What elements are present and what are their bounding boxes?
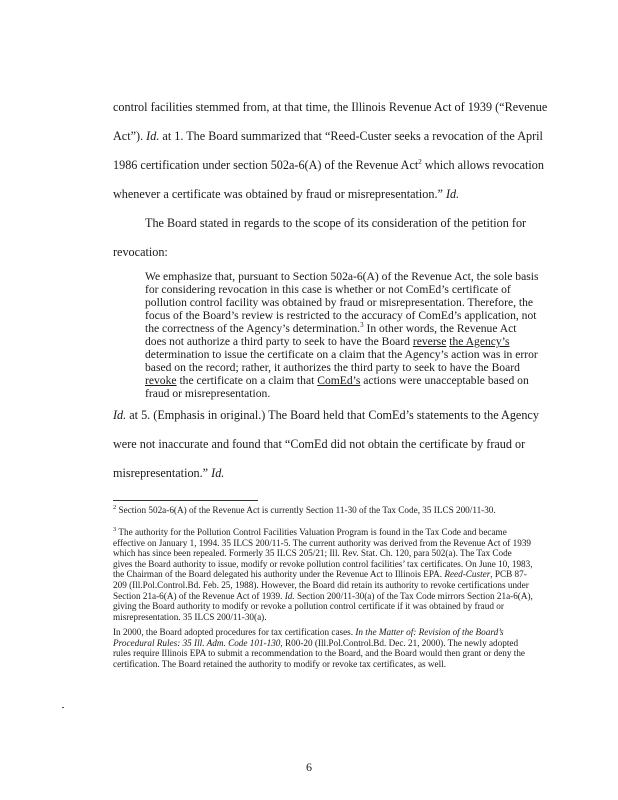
citation-id: Id. — [211, 466, 225, 480]
after-line-3 — [113, 466, 224, 480]
case-name: Reed-Custer — [444, 569, 491, 580]
text: The Board stated in regards to the scope of its consideration of the petition for — [145, 216, 527, 230]
footnote-2 — [113, 505, 533, 516]
citation-id: Id. — [284, 590, 295, 601]
text: revocation: — [113, 245, 168, 259]
case-name: In the Matter of: Revision of the Board’s Procedural Rules: 35 Ill. Adm. Code 101-130 — [113, 627, 504, 648]
footnote-number: 3 — [113, 525, 117, 533]
body-line-4 — [113, 187, 459, 201]
body-line-5 — [145, 216, 526, 230]
after-line-2 — [113, 437, 525, 451]
footnote-3: $^3$ The authority for the Pollution Control Facilities Valuation Program is found in the Tax Code and became effective on January 1, 1994. 35 ILCS 200/11-5. The current authority was derived from the Revenue Act of 1939 which has since been repealed. Formerly 35 ILCS 205/21; Ill. Rev. Stat. Ch. 120, para 502(a). The Tax Code gives the Board authority to issue, modify or revoke pollution control facilities’ tax certificates. On June 10, 1983, the Chairman of the Board delegated his authority under the Revenue Act to Illinois EPA. Reed-Custer, PCB 87-209 (Ill.Pol.Control.Bd. Feb. 25, 1988). However, the Board did retain its authority to revoke certifications under Section 21a-6(A) of the Revenue Act of 1939. Id. Section 200/11-30(a) of the Tax Code mirrors Section 21a-6(A), giving the Board authority to modify or revoke a pollution control certificate if it was obtained by fraud or misrepresentation. 35 ILCS 200/11-30(a). — [113, 525, 533, 622]
block-quote-text: We emphasize that, pursuant to Section 502a-6(A) of the Revenue Act, the sole basis for considering revocation in this case is whether or not ComEd’s certificate of pollution control facility was obtained by fraud or misrepresentation. Therefore, the focus of the Board’s review is restricted to the accuracy of ComEd’s application, not the correctness of the Agency’s determination.$^3$ In other words, the Revenue Act does not authorize a third party to seek to have the Board reverse the Agency’s determination to issue the certificate on a claim that the Agency’s action was in error based on the record; rather, it authorizes the third party to seek to have the Board revoke the certificate on a claim that ComEd’s actions were unacceptable based on fraud or misrepresentation. — [145, 270, 539, 400]
emphasis-comed: ComEd’s — [317, 374, 361, 387]
emphasis-revoke: revoke — [145, 374, 177, 387]
footnote-ref-3[interactable]: 3 — [360, 321, 364, 330]
emphasis-reverse: reverse — [412, 335, 447, 348]
body-line-3 — [113, 158, 544, 172]
scan-mark — [62, 707, 64, 708]
text: Act”). — [113, 129, 144, 143]
citation-id: Id. — [146, 129, 160, 143]
text: were not inaccurate and found that “ComEd did not obtain the certificate by fraud or — [113, 437, 526, 451]
emphasis-agency: the Agency’s — [449, 335, 510, 348]
body-line-6 — [113, 245, 168, 259]
text: which allows revocation — [421, 158, 544, 172]
footnote-3-paragraph-2: In 2000, the Board adopted procedures for tax certification cases. In the Matter of: Revision of the Board’s Procedural Rules: 35 Ill. Adm. Code 101-130, R00-20 (Ill.Pol.Control.Bd. Dec. 21, 2000). The newly adopted rules require Illinois EPA to submit a recommendation to the Board, and the Board would then grant or deny the certification. The Board retained the authority to modify or revoke tax certificates, as well. — [113, 627, 525, 669]
page-number: 6 — [306, 760, 312, 774]
text: whenever a certificate was obtained by fraud or misrepresentation.” — [113, 187, 446, 201]
footnote-text: Section 502a-6(A) of the Revenue Act is currently Section 11-30 of the Tax Code, 35 ILCS 200/11-30. — [116, 505, 496, 515]
body-line-1 — [113, 100, 547, 114]
footnote-number: 2 — [113, 503, 117, 511]
text: control facilities stemmed from, at that time, the Illinois Revenue Act of 1939 (“Revenue — [113, 100, 548, 114]
text: at 5. (Emphasis in original.) The Board held that ComEd’s statements to the Agency — [126, 408, 539, 422]
text: at 1. The Board summarized that “Reed-Custer seeks a revocation of the April — [159, 129, 543, 143]
footnote-ref-2[interactable]: 2 — [418, 157, 422, 166]
citation-id: Id. — [445, 187, 460, 201]
footnote-divider — [113, 500, 258, 501]
block-quote — [145, 270, 540, 400]
body-line-2 — [113, 129, 543, 143]
text: 1986 certification under section 502a-6(A) of the Revenue Act — [113, 158, 419, 172]
text: misrepresentation.” — [113, 466, 212, 480]
after-line-1 — [113, 408, 539, 422]
citation-id: Id. — [113, 408, 127, 422]
